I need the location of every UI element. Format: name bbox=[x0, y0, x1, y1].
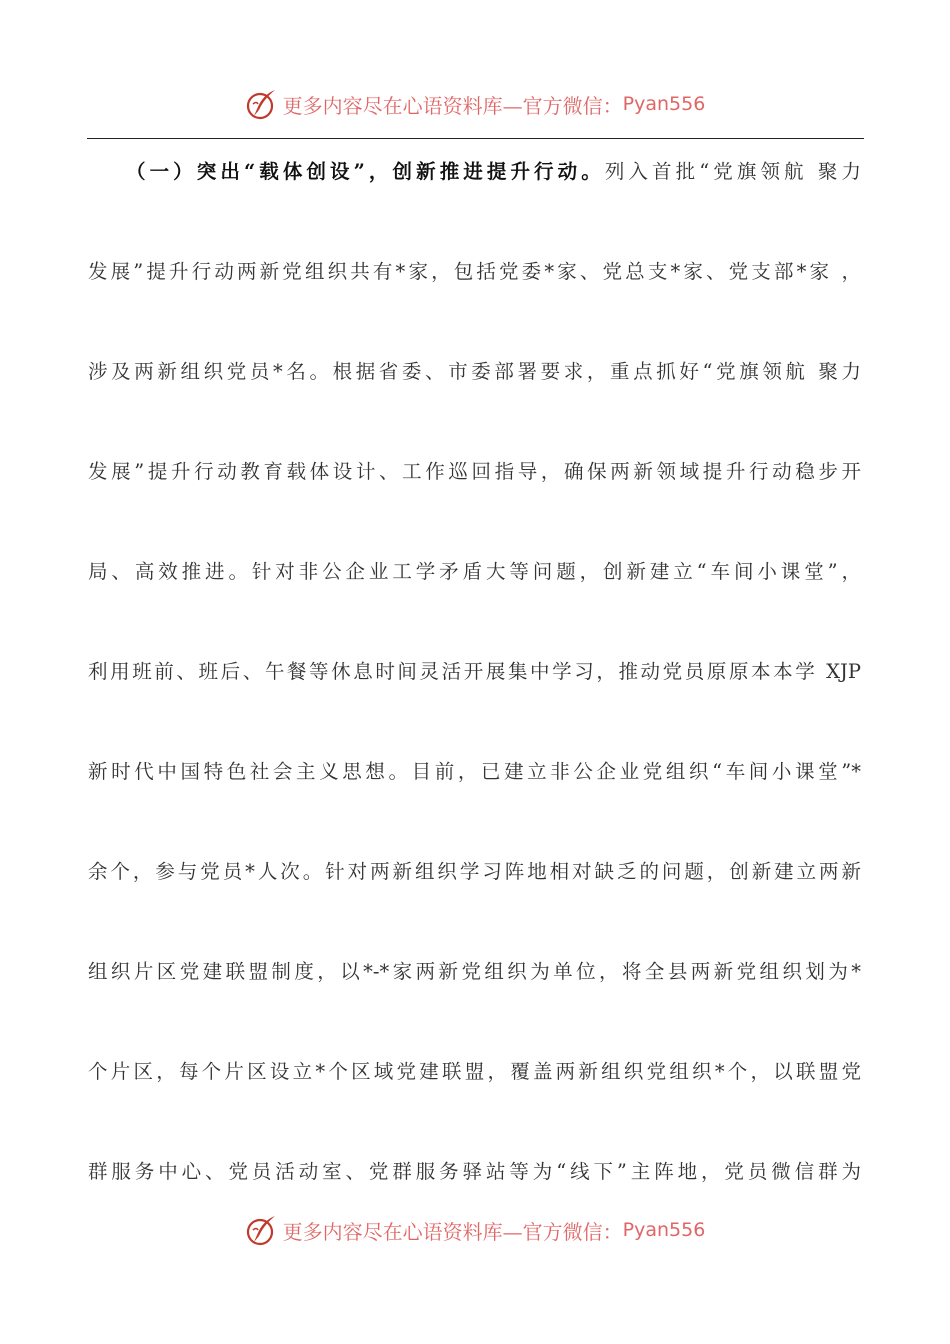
watermark-footer bbox=[0, 1210, 950, 1250]
paragraph-line-1 bbox=[88, 150, 861, 250]
paragraph-line-5: 局、高效推进。针对非公企业工学矛盾大等问题，创新建立“车间小课堂”， bbox=[88, 560, 861, 583]
paragraph-line-9: 组织片区党建联盟制度，以*-*家两新党组织为单位，将全县两新党组织划为* bbox=[88, 960, 861, 983]
paragraph-line-11: 群服务中心、党员活动室、党群服务驿站等为“线下”主阵地，党员微信群为 bbox=[88, 1160, 861, 1183]
quill-logo-icon bbox=[245, 87, 279, 121]
watermark-text: 更多内容尽在心语资料库—官方微信： bbox=[282, 93, 623, 118]
watermark-wechat-id: Pyan556 bbox=[622, 1219, 706, 1241]
line-text: 列入首批“党旗领航 聚力 bbox=[604, 160, 861, 183]
paragraph-line-6: 利用班前、班后、午餐等休息时间灵活开展集中学习，推动党员原原本本学 XJP bbox=[88, 660, 861, 683]
document-body bbox=[88, 150, 861, 1250]
watermark-header bbox=[0, 84, 950, 124]
section-heading: （一）突出“载体创设”，创新推进提升行动。 bbox=[126, 160, 605, 183]
paragraph-line-7: 新时代中国特色社会主义思想。目前，已建立非公企业党组织“车间小课堂”* bbox=[88, 760, 861, 783]
paragraph-line-4: 发展”提升行动教育载体设计、工作巡回指导，确保两新领域提升行动稳步开 bbox=[88, 460, 861, 483]
watermark-wechat-id: Pyan556 bbox=[622, 93, 706, 115]
paragraph-line-2: 发展”提升行动两新党组织共有*家，包括党委*家、党总支*家、党支部*家 ， bbox=[88, 260, 861, 283]
paragraph-line-10: 个片区，每个片区设立*个区域党建联盟，覆盖两新组织党组织*个，以联盟党 bbox=[88, 1060, 861, 1083]
watermark-text: 更多内容尽在心语资料库—官方微信： bbox=[282, 1219, 623, 1244]
paragraph-line-3: 涉及两新组织党员*名。根据省委、市委部署要求，重点抓好“党旗领航 聚力 bbox=[88, 360, 861, 383]
paragraph-line-8: 余个，参与党员*人次。针对两新组织学习阵地相对缺乏的问题，创新建立两新 bbox=[88, 860, 861, 883]
quill-logo-icon bbox=[245, 1213, 279, 1247]
header-rule bbox=[87, 138, 864, 139]
